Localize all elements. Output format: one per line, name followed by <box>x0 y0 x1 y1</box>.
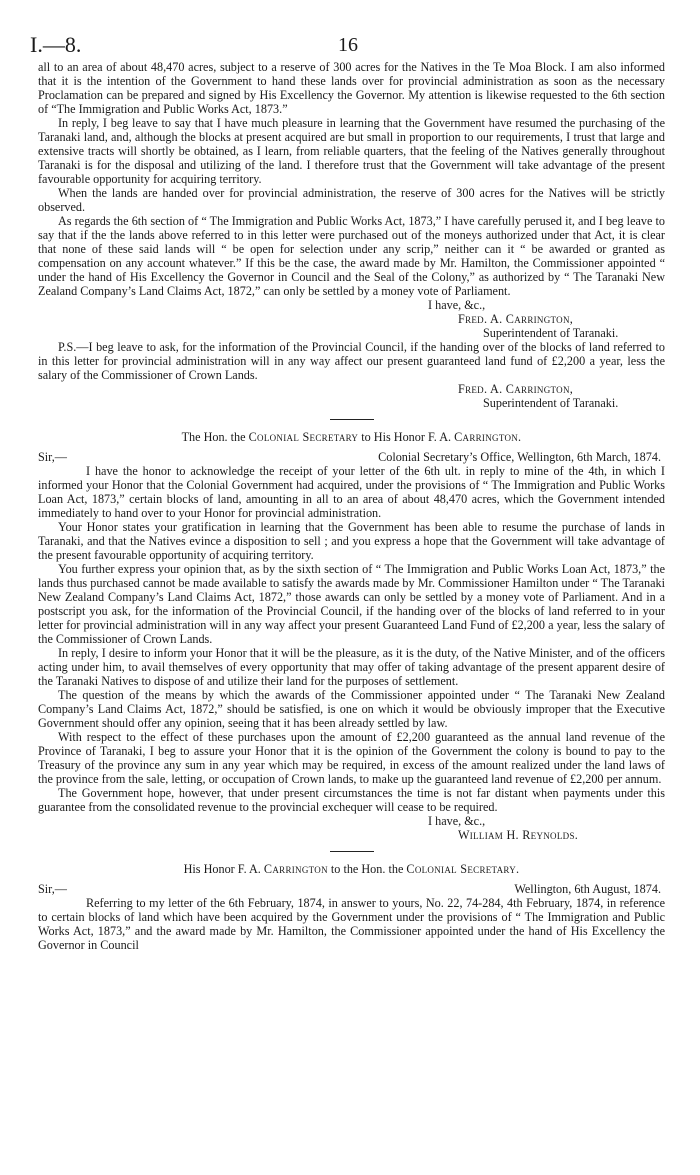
salutation: Sir,— <box>38 450 67 464</box>
document-body <box>38 60 665 952</box>
letter-location-date: Wellington, 6th August, 1874. <box>514 882 661 896</box>
signatory-name: Fred. A. Carrington, <box>458 382 574 396</box>
salutation-row <box>38 450 665 464</box>
page-number: 16 <box>338 34 358 56</box>
closing: I have, &c., <box>428 814 486 828</box>
heading-sender: Carrington <box>263 862 328 876</box>
paragraph: Referring to my letter of the 6th February, 1874, in answer to yours, No. 22, 74-284, 4th February, 1874, in reference to certain blocks of land which have been acquired by the Government under the provisions of “ The Immigration and Public Works Act, 1873,” and the award made by Mr. Hamilton, the Commissioner appointed under the hand of His Excellency the Governor in Council <box>38 896 665 952</box>
signatory-name: William H. Reynolds. <box>458 828 579 842</box>
heading-text: to the Hon. the <box>327 862 407 876</box>
signatory-name: Fred. A. Carrington, <box>458 312 574 326</box>
postscript: P.S.—I beg leave to ask, for the information of the Provincial Council, if the handing over of the blocks of land referred to in this letter for provincial administration will in any way affect our present guaranteed land fund of £2,200 a year, less the salary of the Commissioner of Crown Lands. <box>38 340 665 382</box>
signature-block <box>408 298 665 340</box>
signatory-title: Superintendent of Taranaki. <box>483 326 619 340</box>
signature-block <box>408 814 665 842</box>
closing: I have, &c., <box>428 298 486 312</box>
document-page <box>30 0 665 952</box>
heading-recipient: Carrington. <box>454 430 522 444</box>
letter-location-date: Colonial Secretary’s Office, Wellington, 6th March, 1874. <box>378 450 661 464</box>
paragraph: When the lands are handed over for provincial administration, the reserve of 300 acres for the Natives will be strictly observed. <box>38 186 665 214</box>
paragraph: The question of the means by which the awards of the Commissioner appointed under “ The Taranaki New Zealand Company’s Land Claims Act, 1872,” should be satisfied, is one on which it would be obviously improper that the Executive Government should offer any opinion, seeing that it has been already settled by law. <box>38 688 665 730</box>
heading-text: The Hon. the <box>181 430 249 444</box>
heading-text: to His Honor F. A. <box>358 430 455 444</box>
salutation: Sir,— <box>38 882 67 896</box>
paper-reference: I.—8. <box>30 32 82 57</box>
paragraph: In reply, I beg leave to say that I have much pleasure in learning that the Government have resumed the purchasing of the Taranaki land, and, although the blocks at present acquired are but small in proportion to our requirements, I trust that large and extensive tracts will shortly be obtained, as I learn, from reliable quarters, that the feeling of the Natives generally throughout Taranaki is for the disposal and utilizing of the land. I therefore trust that the Government will take advantage of the present favourable opportunity for acquiring territory. <box>38 116 665 186</box>
section-divider <box>330 851 374 852</box>
paragraph: all to an area of about 48,470 acres, subject to a reserve of 300 acres for the Natives in the Te Moa Block. I am also informed that it is the intention of the Government to hand these lands over for provincial administration as soon as the necessary Proclamation can be prepared and signed by His Excellency the Governor. My attention is likewise requested to the 6th section of “The Immigration and Public Works Act, 1873.” <box>38 60 665 116</box>
page-header <box>30 0 665 60</box>
paragraph: As regards the 6th section of “ The Immigration and Public Works Act, 1873,” I have carefully perused it, and I beg leave to say that if the the lands above referred to in this letter were purchased out of the moneys authorized under that Act, it is clear that none of these said lands will “ be open for selection under any scrip,” neither can it “ be awarded or granted as compensation on any account whatever.” If this be the case, the award made by Mr. Hamilton, the Commissioner appointed “ under the hand of His Excellency the Governor in Council and the Seal of the Colony,” as authorized by “ The Taranaki New Zealand Company’s Land Claims Act, 1872,” can only be settled by a money vote of Parliament. <box>38 214 665 298</box>
paragraph: With respect to the effect of these purchases upon the amount of £2,200 guaranteed as the annual land revenue of the Province of Taranaki, I beg to assure your Honor that it is the opinion of the Government the colony is bound to pay to the Treasury of the province any sum in any year which may be required, in excess of the amount realized under the land laws of the province from the sale, letting, or occupation of Crown lands, to make up the guaranteed land revenue of £2,200 per annum. <box>38 730 665 786</box>
heading-sender: Colonial Secretary <box>248 430 359 444</box>
paragraph: I have the honor to acknowledge the receipt of your letter of the 6th ult. in reply to mine of the 4th, in which I informed your Honor that the Colonial Government had acquired, under the provisions of “ The Immigration and Public Works Loan Act, 1873,” certain blocks of land, amounting in all to an area of about 48,470 acres, which the Government intended immediately to hand over to your Honor for provincial administration. <box>38 464 665 520</box>
paragraph: The Government hope, however, that under present circumstances the time is not far distant when payments under this guarantee from the consolidated revenue to the provincial exchequer will cease to be required. <box>38 786 665 814</box>
letter-heading <box>38 862 665 876</box>
heading-text: His Honor F. A. <box>183 862 264 876</box>
paragraph: In reply, I desire to inform your Honor that it will be the pleasure, as it is the duty, of the Native Minister, and of the officers acting under him, to avail themselves of every opportunity that may offer of taking advantage of the present apparent desire of the Taranaki Natives to dispose of and utilize their land for the purposes of settlement. <box>38 646 665 688</box>
heading-recipient: Colonial Secretary. <box>406 862 520 876</box>
paragraph: Your Honor states your gratification in learning that the Government has been able to resume the purchase of lands in Taranaki, and that the Natives evince a disposition to sell ; and you express a hope that the Government will take advantage of the present favourable opportunity of acquiring territory. <box>38 520 665 562</box>
signatory-title: Superintendent of Taranaki. <box>483 396 619 410</box>
paragraph: You further express your opinion that, as by the sixth section of “ The Immigration and Public Works Loan Act, 1873,” the lands thus purchased cannot be made available to satisfy the awards made by Mr. Commissioner Hamilton under “ The Taranaki New Zealand Company’s Land Claims Act, 1872,” those awards can only be settled by a money vote of Parliament. And in a postscript you ask, for the information of the Provincial Council, if the handing over of the blocks of land referred to in your letter for provincial administration will in any way affect your present Guaranteed Land Fund of £2,200 a year, less the salary of the Commissioner of Crown Lands. <box>38 562 665 646</box>
letter-heading <box>38 430 665 444</box>
section-divider <box>330 419 374 420</box>
salutation-row <box>38 882 665 896</box>
signature-block <box>408 382 665 410</box>
